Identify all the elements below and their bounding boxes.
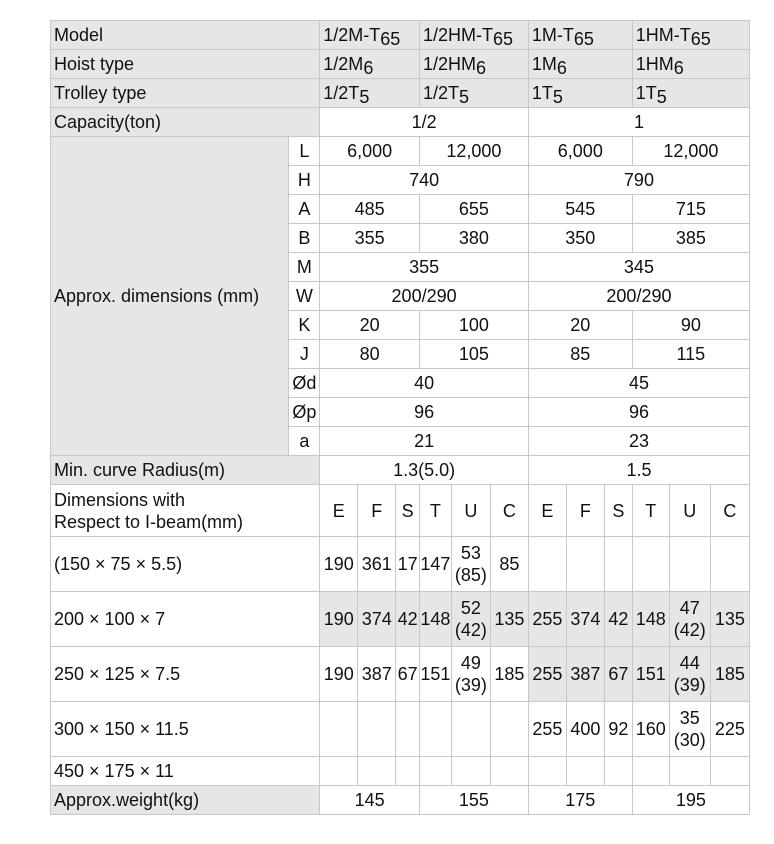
dim-value: 6,000 (528, 137, 632, 166)
hoist-4: $1HM_6$ (632, 50, 749, 79)
dim-value: 12,000 (419, 137, 528, 166)
col-C: C (710, 485, 749, 537)
dim-value: 20 (528, 311, 632, 340)
weight-value: 195 (632, 786, 749, 815)
weight-label: Approx.weight(kg) (51, 786, 320, 815)
dim-key: Ød (289, 369, 320, 398)
dim-value: 105 (419, 340, 528, 369)
beam-C: 225 (710, 702, 749, 757)
beam-U: 35 (30) (669, 702, 710, 757)
beam-F: 374 (358, 592, 396, 647)
model-4: $1HM-T_{65}$ (632, 21, 749, 50)
row-trolley (51, 79, 750, 108)
beam-S: 42 (604, 592, 632, 647)
dim-value: 90 (632, 311, 749, 340)
dim-key: B (289, 224, 320, 253)
beam-S: 42 (396, 592, 420, 647)
dim-value: 545 (528, 195, 632, 224)
beam-T: 151 (632, 647, 669, 702)
trolley-label: Trolley type (51, 79, 320, 108)
curve-half: 1.3(5.0) (320, 456, 529, 485)
col-E: E (528, 485, 566, 537)
dim-value: 23 (528, 427, 749, 456)
beam-C: 135 (710, 592, 749, 647)
beam-S: 67 (396, 647, 420, 702)
beam-U: 53 (85) (451, 537, 490, 592)
dim-key: M (289, 253, 320, 282)
dim-value: 385 (632, 224, 749, 253)
row-beam-250 (51, 647, 750, 702)
beam-label: 300 × 150 × 11.5 (51, 702, 320, 757)
dim-key: a (289, 427, 320, 456)
beam-label: 250 × 125 × 7.5 (51, 647, 320, 702)
beam-E: 190 (320, 592, 358, 647)
spec-table (50, 20, 750, 815)
col-T: T (632, 485, 669, 537)
trolley-3: $1T_5$ (528, 79, 632, 108)
beam-S: 92 (604, 702, 632, 757)
dim-value: 6,000 (320, 137, 420, 166)
dim-value: 20 (320, 311, 420, 340)
row-model (51, 21, 750, 50)
beam-label: 200 × 100 × 7 (51, 592, 320, 647)
dim-value: 45 (528, 369, 749, 398)
dim-value: 100 (419, 311, 528, 340)
dim-value: 740 (320, 166, 529, 195)
dim-value: 350 (528, 224, 632, 253)
trolley-2: $1/2T_5$ (419, 79, 528, 108)
col-C: C (490, 485, 528, 537)
beam-S: 17 (396, 537, 420, 592)
beam-F: 361 (358, 537, 396, 592)
dim-value: 12,000 (632, 137, 749, 166)
dim-value: 200/290 (320, 282, 529, 311)
hoist-1: $1/2M_6$ (320, 50, 420, 79)
beam-label: 450 × 175 × 11 (51, 757, 320, 786)
model-2: $1/2HM-T_{65}$ (419, 21, 528, 50)
dim-key: K (289, 311, 320, 340)
row-beam-150 (51, 537, 750, 592)
col-T: T (419, 485, 451, 537)
beam-T: 148 (632, 592, 669, 647)
beam-U: 47 (42) (669, 592, 710, 647)
row-beam-300 (51, 702, 750, 757)
beam-T: 151 (419, 647, 451, 702)
capacity-half: 1/2 (320, 108, 529, 137)
col-U: U (669, 485, 710, 537)
model-label: Model (51, 21, 320, 50)
row-weight (51, 786, 750, 815)
dim-key: J (289, 340, 320, 369)
dim-key: L (289, 137, 320, 166)
model-1: $1/2M-T_{65}$ (320, 21, 420, 50)
dim-value: 40 (320, 369, 529, 398)
beam-E: 255 (528, 702, 566, 757)
beam-F: 387 (566, 647, 604, 702)
dim-key: H (289, 166, 320, 195)
col-E: E (320, 485, 358, 537)
dim-value: 85 (528, 340, 632, 369)
beam-U: 49 (39) (451, 647, 490, 702)
trolley-1: $1/2T_5$ (320, 79, 420, 108)
beam-E: 190 (320, 647, 358, 702)
beam-C: 135 (490, 592, 528, 647)
beam-C: 85 (490, 537, 528, 592)
dim-value: 790 (528, 166, 749, 195)
dim-value: 345 (528, 253, 749, 282)
ibeam-label: Dimensions with Respect to I-beam(mm) (51, 485, 320, 537)
trolley-4: $1T_5$ (632, 79, 749, 108)
dim-value: 200/290 (528, 282, 749, 311)
dim-value: 355 (320, 253, 529, 282)
beam-T: 160 (632, 702, 669, 757)
beam-S: 67 (604, 647, 632, 702)
beam-F: 387 (358, 647, 396, 702)
beam-label: (150 × 75 × 5.5) (51, 537, 320, 592)
capacity-one: 1 (528, 108, 749, 137)
col-S: S (604, 485, 632, 537)
row-capacity (51, 108, 750, 137)
beam-E: 190 (320, 537, 358, 592)
beam-F: 374 (566, 592, 604, 647)
row-ibeam-header (51, 485, 750, 537)
curve-label: Min. curve Radius(m) (51, 456, 320, 485)
capacity-label: Capacity(ton) (51, 108, 320, 137)
beam-C: 185 (710, 647, 749, 702)
dim-value: 115 (632, 340, 749, 369)
col-S: S (396, 485, 420, 537)
beam-E: 255 (528, 647, 566, 702)
dim-value: 96 (528, 398, 749, 427)
row-beam-450 (51, 757, 750, 786)
hoist-label: Hoist type (51, 50, 320, 79)
model-3: $1M-T_{65}$ (528, 21, 632, 50)
dim-value: 715 (632, 195, 749, 224)
beam-F: 400 (566, 702, 604, 757)
dim-key: Øp (289, 398, 320, 427)
beam-C: 185 (490, 647, 528, 702)
dim-value: 96 (320, 398, 529, 427)
col-U: U (451, 485, 490, 537)
row-curve (51, 456, 750, 485)
dims-label: Approx. dimensions (mm) (51, 137, 289, 456)
dim-value: 80 (320, 340, 420, 369)
hoist-2: $1/2HM_6$ (419, 50, 528, 79)
dim-value: 380 (419, 224, 528, 253)
beam-U: 44 (39) (669, 647, 710, 702)
dim-key: A (289, 195, 320, 224)
row-dim-L (51, 137, 750, 166)
col-F: F (358, 485, 396, 537)
hoist-3: $1M_6$ (528, 50, 632, 79)
row-beam-200 (51, 592, 750, 647)
weight-value: 145 (320, 786, 420, 815)
dim-value: 21 (320, 427, 529, 456)
dim-key: W (289, 282, 320, 311)
beam-T: 147 (419, 537, 451, 592)
beam-T: 148 (419, 592, 451, 647)
weight-value: 155 (419, 786, 528, 815)
dim-value: 485 (320, 195, 420, 224)
weight-value: 175 (528, 786, 632, 815)
col-F: F (566, 485, 604, 537)
dim-value: 655 (419, 195, 528, 224)
beam-E: 255 (528, 592, 566, 647)
beam-U: 52 (42) (451, 592, 490, 647)
curve-one: 1.5 (528, 456, 749, 485)
row-hoist (51, 50, 750, 79)
dim-value: 355 (320, 224, 420, 253)
